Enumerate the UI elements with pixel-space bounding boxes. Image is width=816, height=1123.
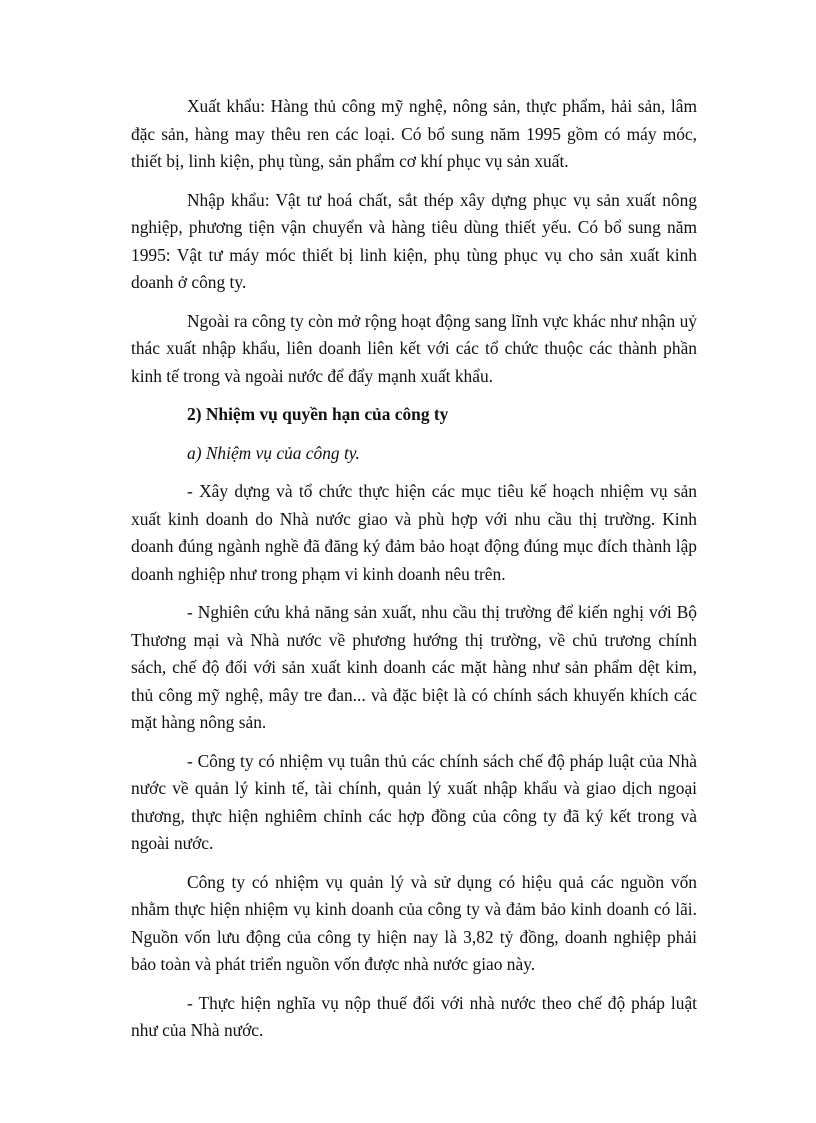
section-heading-duties-rights: 2) Nhiệm vụ quyền hạn của công ty [187, 404, 449, 424]
document-page [131, 93, 697, 1056]
paragraph-export: Xuất khẩu: Hàng thủ công mỹ nghệ, nông sản, thực phẩm, hải sản, lâm đặc sản, hàng may thêu ren các loại. Có bổ sung năm 1995 gồm có máy móc, thiết bị, linh kiện, phụ tùng, sản phẩm cơ khí phục vụ sản xuất. [131, 96, 697, 171]
paragraph-duty-compliance: - Công ty có nhiệm vụ tuân thủ các chính sách chế độ pháp luật của Nhà nước về quản lý kinh tế, tài chính, quản lý xuất nhập khẩu và giao dịch ngoại thương, thực hiện nghiêm chỉnh các hợp đồng của công ty đã ký kết trong và ngoài nước. [131, 750, 697, 853]
paragraph-duty-capital: Công ty có nhiệm vụ quản lý và sử dụng có hiệu quả các nguồn vốn nhằm thực hiện nhiệm vụ kinh doanh của công ty và đảm bảo kinh doanh có lãi. Nguồn vốn lưu động của công ty hiện nay là 3,82 tỷ đồng, doanh nghiệp phải bảo toàn và phát triển nguồn vốn được nhà nước giao này. [131, 871, 697, 974]
subsection-heading-duties: a) Nhiệm vụ của công ty. [187, 442, 360, 463]
paragraph-duty-tax: - Thực hiện nghĩa vụ nộp thuế đối với nhà nước theo chế độ pháp luật như của Nhà nước. [131, 992, 697, 1040]
paragraph-import: Nhập khẩu: Vật tư hoá chất, sắt thép xây dựng phục vụ sản xuất nông nghiệp, phương tiện vận chuyển và hàng tiêu dùng thiết yếu. Có bổ sung năm 1995: Vật tư máy móc thiết bị linh kiện, phụ tùng phục vụ cho sản xuất kinh doanh ở công ty. [131, 189, 697, 292]
paragraph-duty-plan: - Xây dựng và tổ chức thực hiện các mục tiêu kế hoạch nhiệm vụ sản xuất kinh doanh do Nhà nước giao và phù hợp với nhu cầu thị trường. Kinh doanh đúng ngành nghề đã đăng ký đảm bảo hoạt động đúng mục đích thành lập doanh nghiệp như trong phạm vi kinh doanh nêu trên. [131, 481, 697, 584]
paragraph-other-activities: Ngoài ra công ty còn mở rộng hoạt động sang lĩnh vực khác như nhận uỷ thác xuất nhập khẩu, liên doanh liên kết với các tổ chức thuộc các thành phần kinh tế trong và ngoài nước để đẩy mạnh xuất khẩu. [131, 310, 697, 386]
paragraph-duty-research: - Nghiên cứu khả năng sản xuất, nhu cầu thị trường để kiến nghị với Bộ Thương mại và Nhà nước về phương hướng thị trường, về chủ trương chính sách, chế độ đối với sản xuất kinh doanh các mặt hàng như sản phẩm dệt kim, thủ công mỹ nghệ, mây tre đan... và đặc biệt là có chính sách khuyến khích các mặt hàng nông sản. [131, 602, 697, 732]
